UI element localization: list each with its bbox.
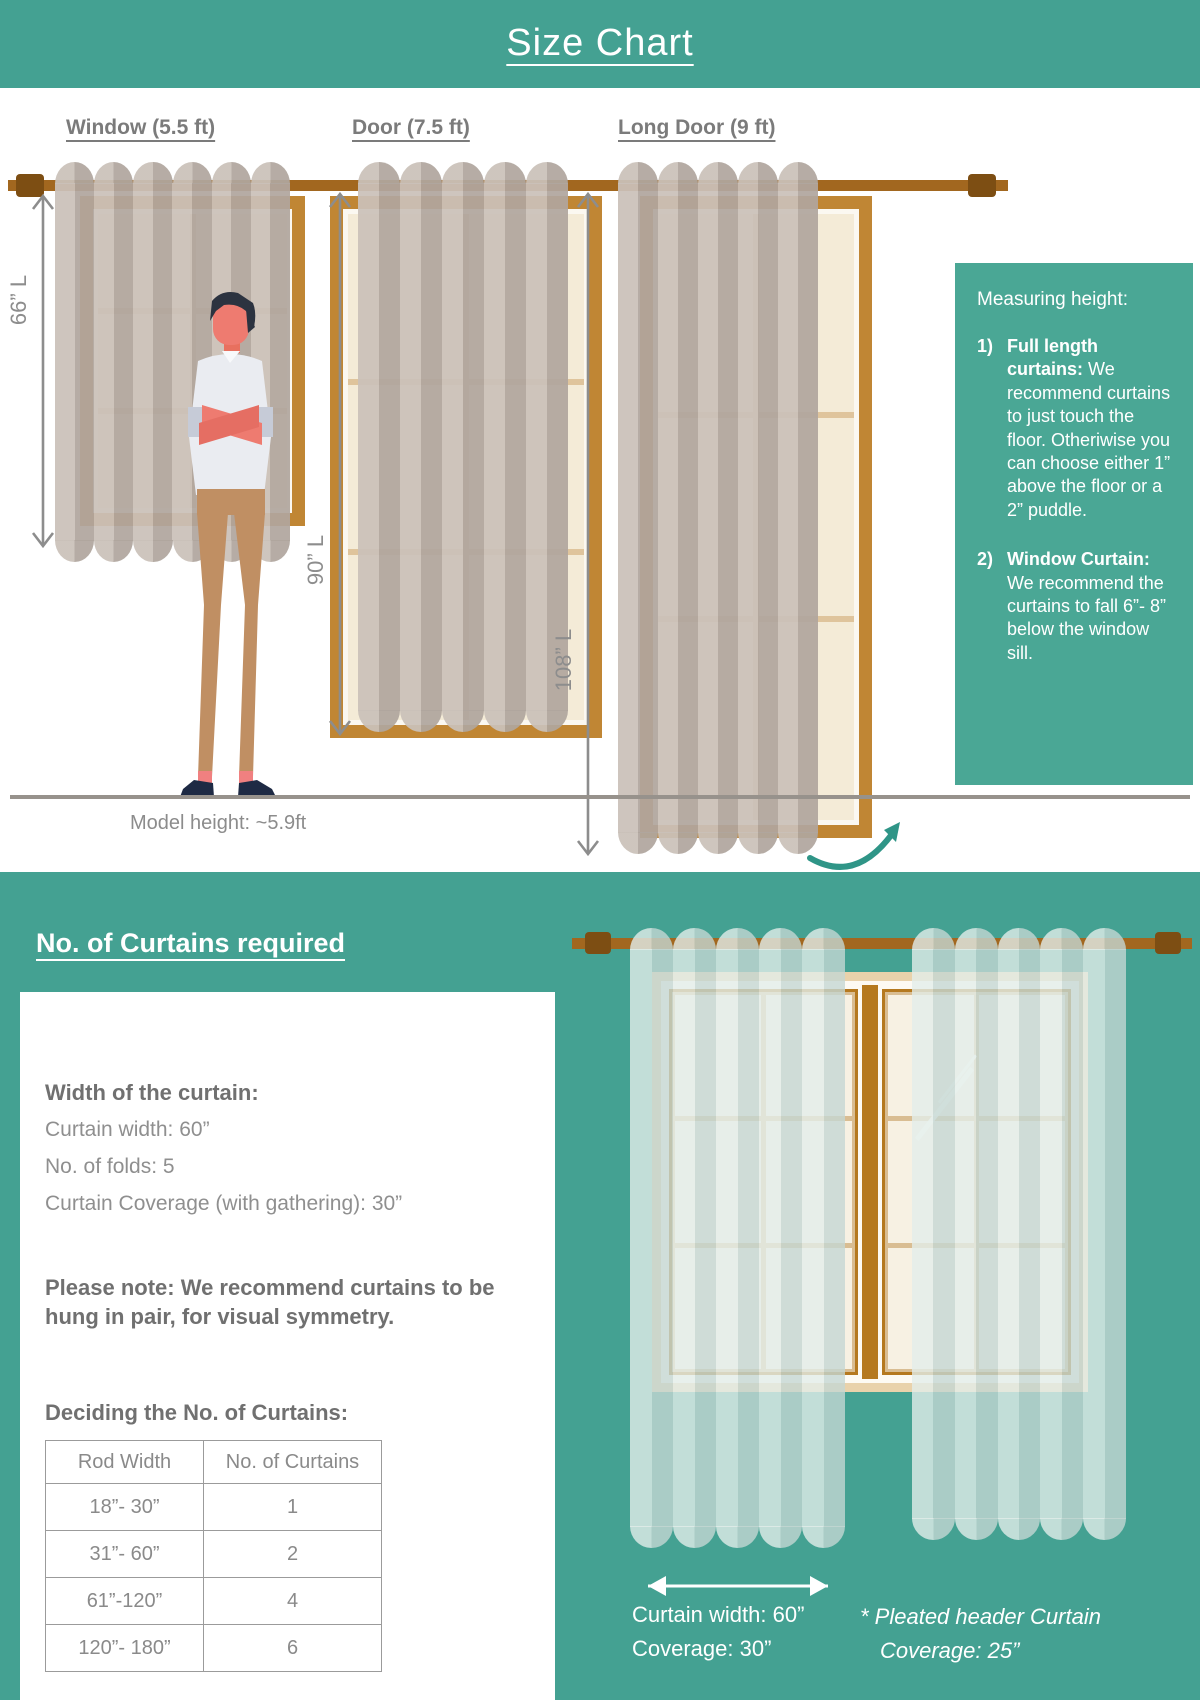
- curtain-108in: [618, 162, 818, 854]
- measure-arrow-66: [30, 190, 56, 552]
- person-illustration: [158, 285, 298, 800]
- width-title: Width of the curtain:: [45, 1080, 259, 1105]
- column-label-door: Door (7.5 ft): [352, 116, 470, 139]
- table-cell-count: 2: [204, 1531, 382, 1578]
- width-line-3: Curtain Coverage (with gathering): 30”: [45, 1192, 403, 1215]
- table-cell-count: 1: [204, 1484, 382, 1531]
- table-header-num-curtains: No. of Curtains: [204, 1441, 382, 1484]
- width-line-1: Curtain width: 60”: [45, 1118, 210, 1141]
- page-title: Size Chart: [506, 22, 694, 64]
- table-cell-range: 18”- 30”: [46, 1484, 204, 1531]
- measure-arrow-108: [575, 188, 601, 860]
- length-label-90: 90” L: [303, 534, 328, 586]
- measuring-item-2: 2) Window Curtain: We recommend the curtains to fall 6”- 8” below the window sill.: [977, 549, 1167, 663]
- model-height-caption: Model height: ~5.9ft: [130, 812, 307, 834]
- floor-line: [10, 795, 1190, 799]
- measure-arrow-90: [327, 188, 353, 740]
- table-cell-range: 120”- 180”: [46, 1625, 204, 1672]
- pair-curtain-left: [630, 928, 845, 1548]
- width-line-2: No. of folds: 5: [45, 1155, 175, 1178]
- measuring-item-1: 1) Full length curtains: We recommend curtains to just touch the floor. Otheriwise you can choose either 1” above the floor or a 2” puddle.: [977, 336, 1171, 520]
- caption-right: * Pleated header Curtain Coverage: 25”: [860, 1604, 1101, 1664]
- caption-left: Curtain width: 60” Coverage: 30”: [632, 1602, 805, 1662]
- table-row: [46, 1484, 382, 1531]
- curved-arrow-icon: [800, 800, 920, 880]
- rod-finial-right: [968, 174, 996, 197]
- note-text: Please note: We recommend curtains to be hung in pair, for visual symmetry.: [45, 1275, 495, 1329]
- curtains-required-heading: No. of Curtains required: [36, 928, 346, 958]
- pair-curtain-right: [912, 928, 1126, 1540]
- window-center-divider: [862, 985, 878, 1379]
- table-cell-range: 31”- 60”: [46, 1531, 204, 1578]
- table-row: [46, 1578, 382, 1625]
- pair-rod-finial-left: [585, 932, 611, 954]
- table-cell-count: 6: [204, 1625, 382, 1672]
- column-label-long-door: Long Door (9 ft): [618, 116, 776, 139]
- table-row: [46, 1531, 382, 1578]
- table-cell-range: 61”-120”: [46, 1578, 204, 1625]
- measuring-box: [955, 263, 1193, 785]
- length-label-66: 66” L: [6, 274, 31, 326]
- measuring-box-title: Measuring height:: [977, 289, 1129, 310]
- curtain-90in: [358, 162, 568, 732]
- width-arrow-icon: [630, 1572, 846, 1600]
- size-table: [45, 1440, 382, 1672]
- column-label-window: Window (5.5 ft): [66, 116, 216, 139]
- length-label-108: 108” L: [551, 628, 576, 692]
- info-card: [20, 992, 555, 1700]
- table-header-rod-width: Rod Width: [46, 1441, 204, 1484]
- table-cell-count: 4: [204, 1578, 382, 1625]
- table-row: [46, 1625, 382, 1672]
- pair-rod-finial-right: [1155, 932, 1181, 954]
- table-title: Deciding the No. of Curtains:: [45, 1400, 349, 1425]
